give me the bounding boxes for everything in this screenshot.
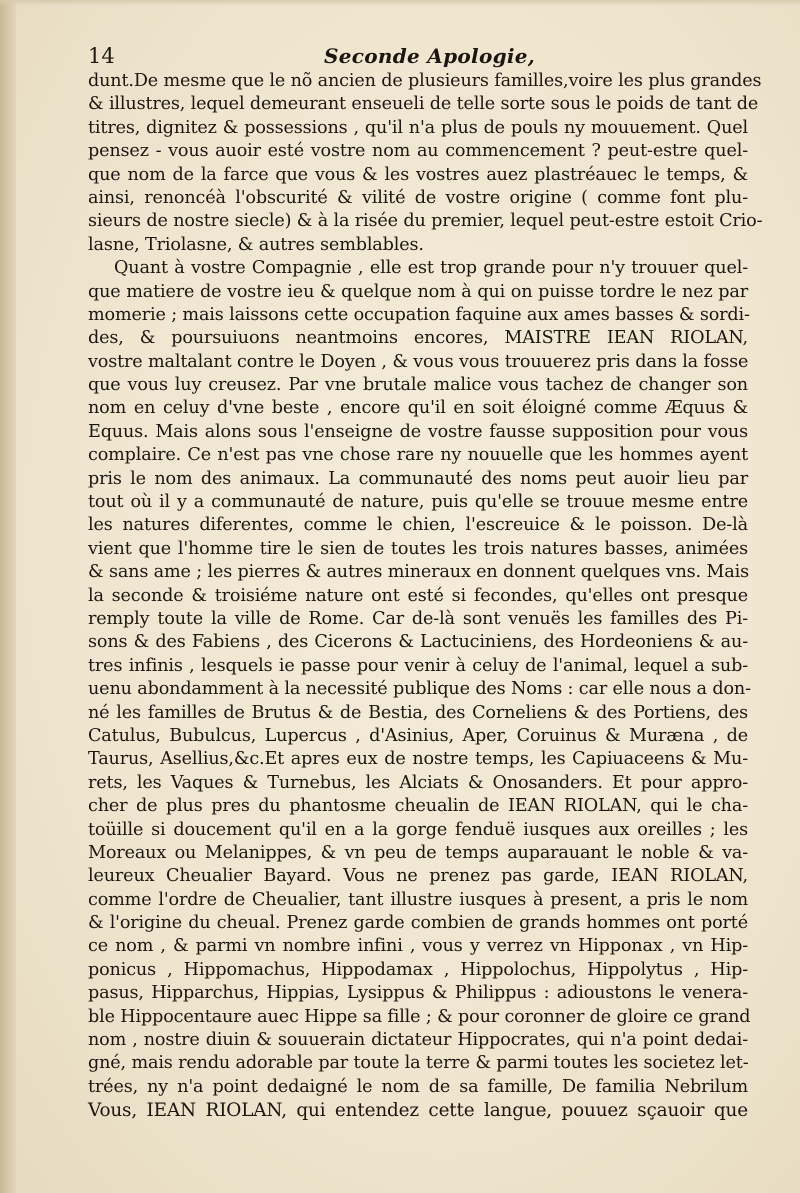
page-header bbox=[62, 44, 742, 70]
text-line: comme l'ordre de Cheualier, tant illustre iusques à present, a pris le nom bbox=[88, 889, 748, 910]
running-head: Seconde Apologie, bbox=[324, 44, 536, 68]
text-line: que vous luy creusez. Par vne brutale malice vous tachez de changer son bbox=[88, 375, 748, 396]
text-line: la seconde & troisiéme nature ont esté si fecondes, qu'elles ont presque bbox=[88, 585, 748, 606]
text-line: remply toute la ville de Rome. Car de-là sont venuës les familles des Pi- bbox=[88, 608, 748, 629]
text-line: Taurus, Asellius,&c.Et apres eux de nostre temps, les Capiuaceens & Mu- bbox=[88, 749, 748, 770]
text-line: & illustres, lequel demeurant enseueli de telle sorte sous le poids de tant de bbox=[88, 94, 759, 115]
text-line: Catulus, Bubulcus, Lupercus , d'Asinius, Aper, Coruinus & Muræna , de bbox=[88, 725, 748, 746]
text-line: sieurs de nostre siecle) & à la risée du premier, lequel peut-estre estoit Crio- bbox=[88, 211, 763, 232]
body-text bbox=[88, 70, 763, 1123]
text-line: complaire. Ce n'est pas vne chose rare ny nouuelle que les hommes ayent bbox=[88, 445, 748, 466]
text-line: uenu abondamment à la necessité publique des Noms : car elle nous a don- bbox=[88, 679, 751, 700]
text-line: Equus. Mais alons sous l'enseigne de vostre fausse supposition pour vous bbox=[88, 421, 748, 442]
text-line: toüille si doucement qu'il en a la gorge fenduë iusques aux oreilles ; les bbox=[88, 819, 748, 840]
text-line: cher de plus pres du phantosme cheualin de IEAN RIOLAN, qui le cha- bbox=[88, 796, 748, 817]
text-line: sons & des Fabiens , des Cicerons & Lactuciniens, des Hordeoniens & au- bbox=[88, 632, 748, 653]
text-line: tout où il y a communauté de nature, puis qu'elle se trouue mesme entre bbox=[88, 492, 748, 513]
text-line: ponicus , Hippomachus, Hippodamax , Hippolochus, Hippolytus , Hip- bbox=[88, 959, 748, 980]
text-line: pensez - vous auoir esté vostre nom au commencement ? peut-estre quel- bbox=[88, 141, 748, 162]
text-line: nom en celuy d'vne beste , encore qu'il en soit éloigné comme Æquus & bbox=[88, 398, 748, 419]
text-line: rets, les Vaques & Turnebus, les Alciats & Onosanders. Et pour appro- bbox=[88, 772, 748, 793]
page-number: 14 bbox=[88, 44, 115, 68]
text-line: nom , nostre diuin & souuerain dictateur Hippocrates, qui n'a point dedai- bbox=[88, 1030, 748, 1051]
binding-shadow bbox=[0, 0, 16, 1193]
text-line: des, & poursuiuons neantmoins encores, MAISTRE IEAN RIOLAN, bbox=[88, 328, 748, 349]
text-line: & l'origine du cheual. Prenez garde combien de grands hommes ont porté bbox=[88, 913, 748, 934]
text-line: ce nom , & parmi vn nombre infini , vous y verrez vn Hipponax , vn Hip- bbox=[88, 936, 748, 957]
text-line: titres, dignitez & possessions , qu'il n'a plus de pouls ny mouuement. Quel bbox=[88, 117, 748, 138]
text-line: momerie ; mais laissons cette occupation faquine aux ames basses & sordi- bbox=[88, 304, 750, 325]
text-line: gné, mais rendu adorable par toute la terre & parmi toutes les societez let- bbox=[88, 1053, 749, 1074]
text-line: Vous, IEAN RIOLAN, qui entendez cette langue, pouuez sçauoir que bbox=[88, 1100, 748, 1122]
text-line: & sans ame ; les pierres & autres mineraux en donnent quelques vns. Mais bbox=[88, 562, 749, 583]
text-line: pasus, Hipparchus, Hippias, Lysippus & Philippus : adioustons le venera- bbox=[88, 983, 748, 1004]
text-line: Quant à vostre Compagnie , elle est trop grande pour n'y trouuer quel- bbox=[114, 258, 748, 279]
text-line: que nom de la farce que vous & les vostres auez plastréauec le temps, & bbox=[88, 164, 748, 185]
text-line: dunt.De mesme que le nõ ancien de plusieurs familles,voire les plus grandes bbox=[88, 71, 762, 91]
page-top-edge bbox=[0, 0, 800, 6]
text-line: Moreaux ou Melanippes, & vn peu de temps auparauant le noble & va- bbox=[88, 842, 748, 863]
text-line: né les familles de Brutus & de Bestia, des Corneliens & des Portiens, des bbox=[88, 702, 748, 723]
text-line: ainsi, renoncéà l'obscurité & vilité de vostre origine ( comme font plu- bbox=[88, 187, 748, 208]
text-line: que matiere de vostre ieu & quelque nom à qui on puisse tordre le nez par bbox=[88, 281, 748, 302]
text-line: pris le nom des animaux. La communauté des noms peut auoir lieu par bbox=[88, 468, 748, 489]
text-line: ble Hippocentaure auec Hippe sa fille ; & pour coronner de gloire ce grand bbox=[88, 1006, 751, 1027]
text-line: vient que l'homme tire le sien de toutes les trois natures basses, animées bbox=[88, 538, 748, 559]
text-line: trées, ny n'a point dedaigné le nom de sa famille, De familia Nebrilum bbox=[88, 1076, 748, 1097]
text-line: tres infinis , lesquels ie passe pour venir à celuy de l'animal, lequel a sub- bbox=[88, 655, 748, 676]
text-line: lasne, Triolasne, & autres semblables. bbox=[88, 234, 424, 255]
text-line: leureux Cheualier Bayard. Vous ne prenez pas garde, IEAN RIOLAN, bbox=[88, 866, 748, 887]
text-line: vostre maltalant contre le Doyen , & vous vous trouuerez pris dans la fosse bbox=[88, 351, 749, 372]
text-line: les natures diferentes, comme le chien, l'escreuice & le poisson. De-là bbox=[88, 515, 748, 536]
